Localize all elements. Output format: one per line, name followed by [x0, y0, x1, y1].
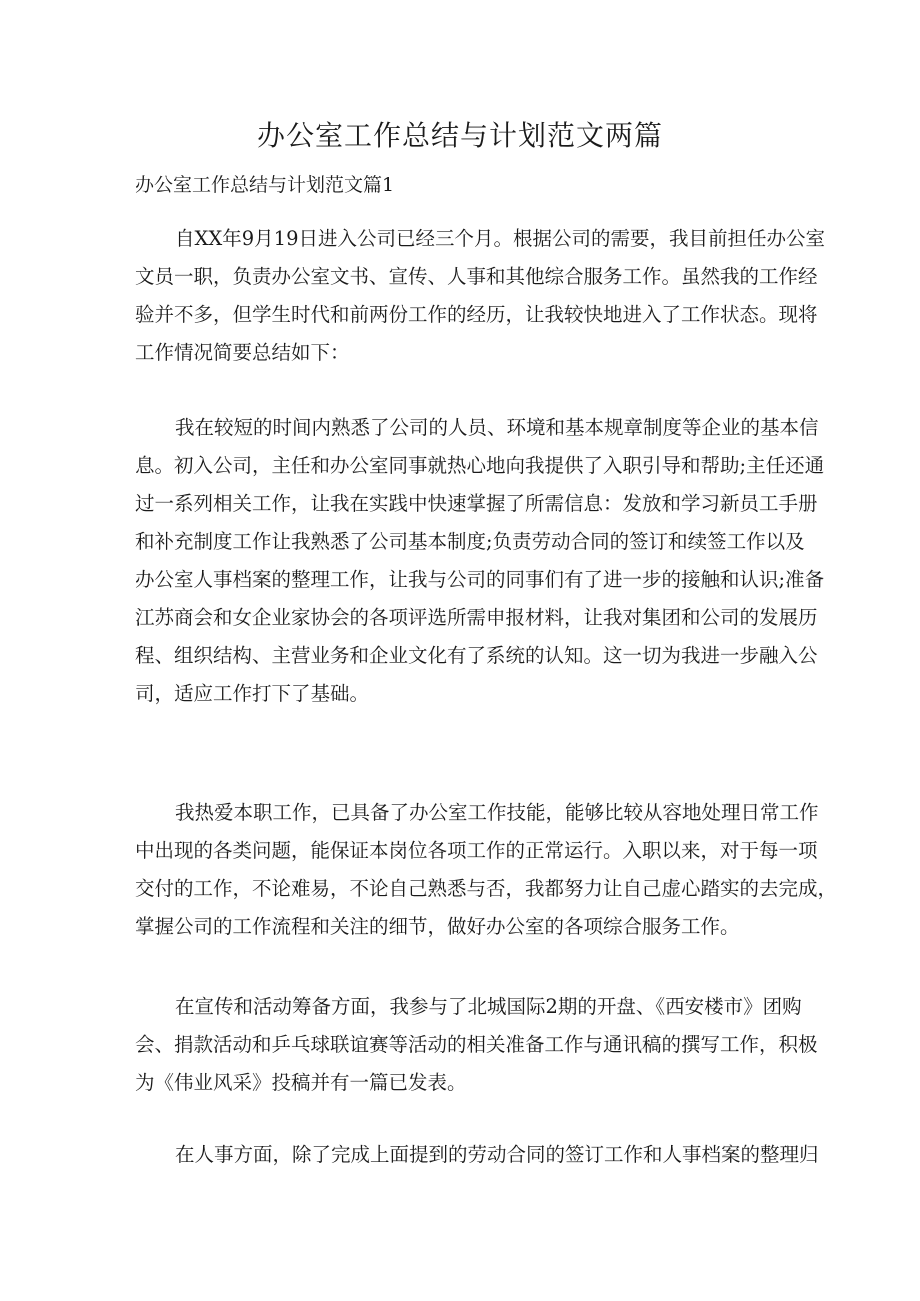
text-line: 会、捐款活动和乒乓球联谊赛等活动的相关准备工作与通讯稿的撰写工作，积极	[135, 1033, 818, 1056]
text-line: 办公室人事档案的整理工作，让我与公司的同事们有了进一步的接触和认识;准备	[135, 568, 825, 591]
text-line: 司，适应工作打下了基础。	[135, 682, 370, 705]
text-line: 中出现的各类问题，能保证本岗位各项工作的正常运行。入职以来，对于每一项	[135, 839, 818, 862]
text-line: 在人事方面，除了完成上面提到的劳动合同的签订工作和人事档案的整理归	[175, 1143, 819, 1166]
text-line: 我热爱本职工作，已具备了办公室工作技能，能够比较从容地处理日常工作	[175, 801, 819, 824]
paragraph-1	[135, 220, 825, 372]
paragraph-5	[135, 1136, 819, 1174]
text-line: 交付的工作，不论难易，不论自己熟悉与否，我都努力让自己虚心踏实的去完成，	[135, 877, 838, 900]
text-line: 息。初入公司，主任和办公室同事就热心地向我提供了入职引导和帮助;主任还通	[135, 454, 825, 477]
text-line: 程、组织结构、主营业务和企业文化有了系统的认知。这一切为我进一步融入公	[135, 644, 818, 667]
text-line: 掌握公司的工作流程和关注的细节，做好办公室的各项综合服务工作。	[135, 915, 740, 938]
document-title: 办公室工作总结与计划范文两篇	[256, 119, 663, 152]
text-line: 验并不多，但学生时代和前两份工作的经历，让我较快地进入了工作状态。现将	[135, 303, 818, 326]
text-line: 为《伟业风采》投稿并有一篇已发表。	[135, 1071, 467, 1094]
text-line: 在宣传和活动筹备方面，我参与了北城国际2期的开盘、《西安楼市》团购	[175, 995, 802, 1018]
text-line: 自XX年9月19日进入公司已经三个月。根据公司的需要，我目前担任办公室	[175, 227, 825, 250]
text-line: 工作情况简要总结如下：	[135, 341, 350, 364]
text-line: 和补充制度工作让我熟悉了公司基本制度;负责劳动合同的签订和续签工作以及	[135, 530, 805, 553]
text-line: 过一系列相关工作，让我在实践中快速掌握了所需信息：发放和学习新员工手册	[135, 492, 818, 515]
paragraph-2	[135, 409, 825, 713]
text-line: 江苏商会和女企业家协会的各项评选所需申报材料，让我对集团和公司的发展历	[135, 606, 818, 629]
text-line: 文员一职，负责办公室文书、宣传、人事和其他综合服务工作。虽然我的工作经	[135, 265, 818, 288]
paragraph-3	[135, 794, 838, 946]
paragraph-4	[135, 988, 818, 1102]
section-heading: 办公室工作总结与计划范文篇1	[135, 174, 395, 196]
text-line: 我在较短的时间内熟悉了公司的人员、环境和基本规章制度等企业的基本信	[175, 416, 819, 439]
